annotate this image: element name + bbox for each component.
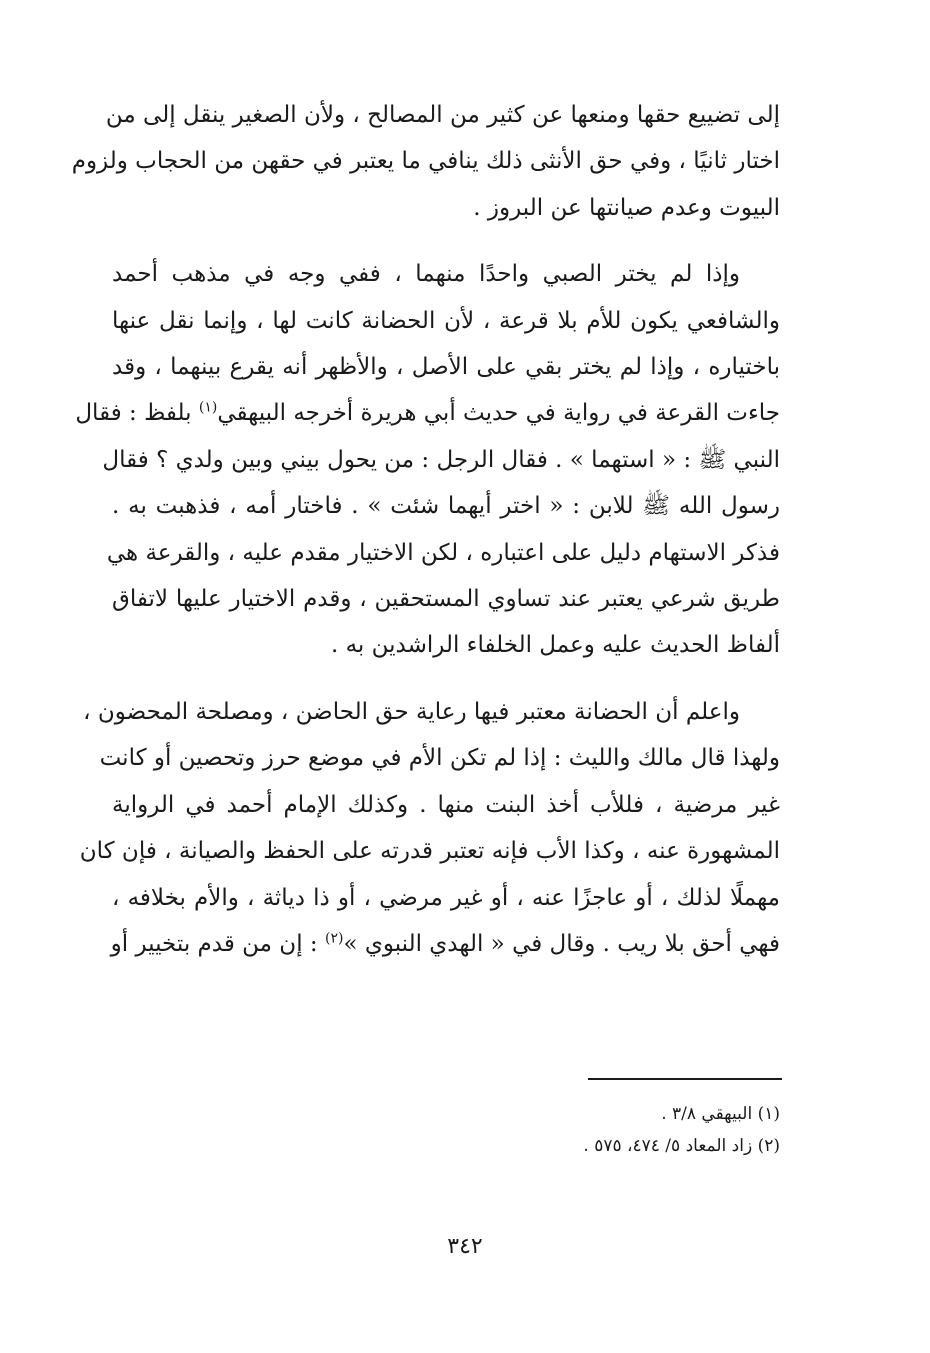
footnote-marker-2[interactable]: (٢) xyxy=(324,930,344,947)
text-line: رسول الله ﷺ للابن : « اختر أيهما شئت » . فاختار أمه ، فذهبت به . xyxy=(112,493,780,520)
text-line: غير مرضية ، فللأب أخذ البنت منها . وكذلك الإمام أحمد في الرواية xyxy=(112,791,780,818)
footnote-2: (٢) زاد المعاد ٥/ ٤٧٤، ٥٧٥ . xyxy=(583,1136,780,1156)
text-line: طريق شرعي يعتبر عند تساوي المستحقين ، وقدم الاختيار عليها لاتفاق xyxy=(112,586,780,613)
text-line: النبي ﷺ : « استهما » . فقال الرجل : من يحول بيني وبين ولدي ؟ فقال xyxy=(102,446,780,473)
text-line: المشهورة عنه ، وكذا الأب فإنه تعتبر قدرته على الحفظ والصيانة ، فإن كان xyxy=(79,838,780,865)
footnote-divider xyxy=(588,1078,782,1080)
text-segment: جاءت القرعة في رواية في حديث أبي هريرة أخرجه البيهقي xyxy=(217,400,780,427)
footnote-marker-1[interactable]: (١) xyxy=(198,399,218,416)
text-line: إلى تضييع حقها ومنعها عن كثير من المصالح ، ولأن الصغير ينقل إلى من xyxy=(105,102,780,128)
footnote-1: (١) البيهقي ٣/٨ . xyxy=(661,1104,780,1124)
text-segment: بلفظ : فقال xyxy=(75,400,192,427)
text-line: وإذا لم يختر الصبي واحدًا منهما ، ففي وجه في مذهب أحمد xyxy=(112,261,740,288)
text-line-with-footnote xyxy=(112,921,780,967)
text-line: مهملًا لذلك ، أو عاجزًا عنه ، أو غير مرضي ، أو ذا دياثة ، والأم بخلافه ، xyxy=(112,884,780,911)
paragraph-2 xyxy=(75,251,780,669)
page-number: ٣٤٢ xyxy=(447,1234,483,1259)
text-line: واعلم أن الحضانة معتبر فيها رعاية حق الحاضن ، ومصلحة المحضون ، xyxy=(83,698,740,725)
text-line: البيوت وعدم صيانتها عن البروز . xyxy=(473,194,780,221)
text-line: ولهذا قال مالك والليث : إذا لم تكن الأم في موضع حرز وتحصين أو كانت xyxy=(99,745,780,772)
text-line-with-footnote xyxy=(75,390,780,436)
text-line: والشافعي يكون للأم بلا قرعة ، لأن الحضانة كانت لها ، وإنما نقل عنها xyxy=(112,307,780,334)
text-line: باختياره ، وإذا لم يختر بقي على الأصل ، والأظهر أنه يقرع بينهما ، وقد xyxy=(112,354,780,381)
main-text xyxy=(71,92,780,967)
text-segment: : إن من قدم بتخيير أو xyxy=(110,930,318,957)
paragraph-1 xyxy=(71,92,780,231)
text-line: اختار ثانيًا ، وفي حق الأنثى ذلك ينافي ما يعتبر في حقهن من الحجاب ولزوم xyxy=(71,148,780,175)
text-line: فذكر الاستهام دليل على اعتباره ، لكن الاختيار مقدم عليه ، والقرعة هي xyxy=(106,539,780,566)
paragraph-3 xyxy=(79,689,780,967)
text-segment: فهي أحق بلا ريب . وقال في « الهدي النبوي » xyxy=(343,930,780,957)
footnotes xyxy=(440,1098,780,1162)
text-line: ألفاظ الحديث عليه وعمل الخلفاء الراشدين به . xyxy=(330,632,780,659)
